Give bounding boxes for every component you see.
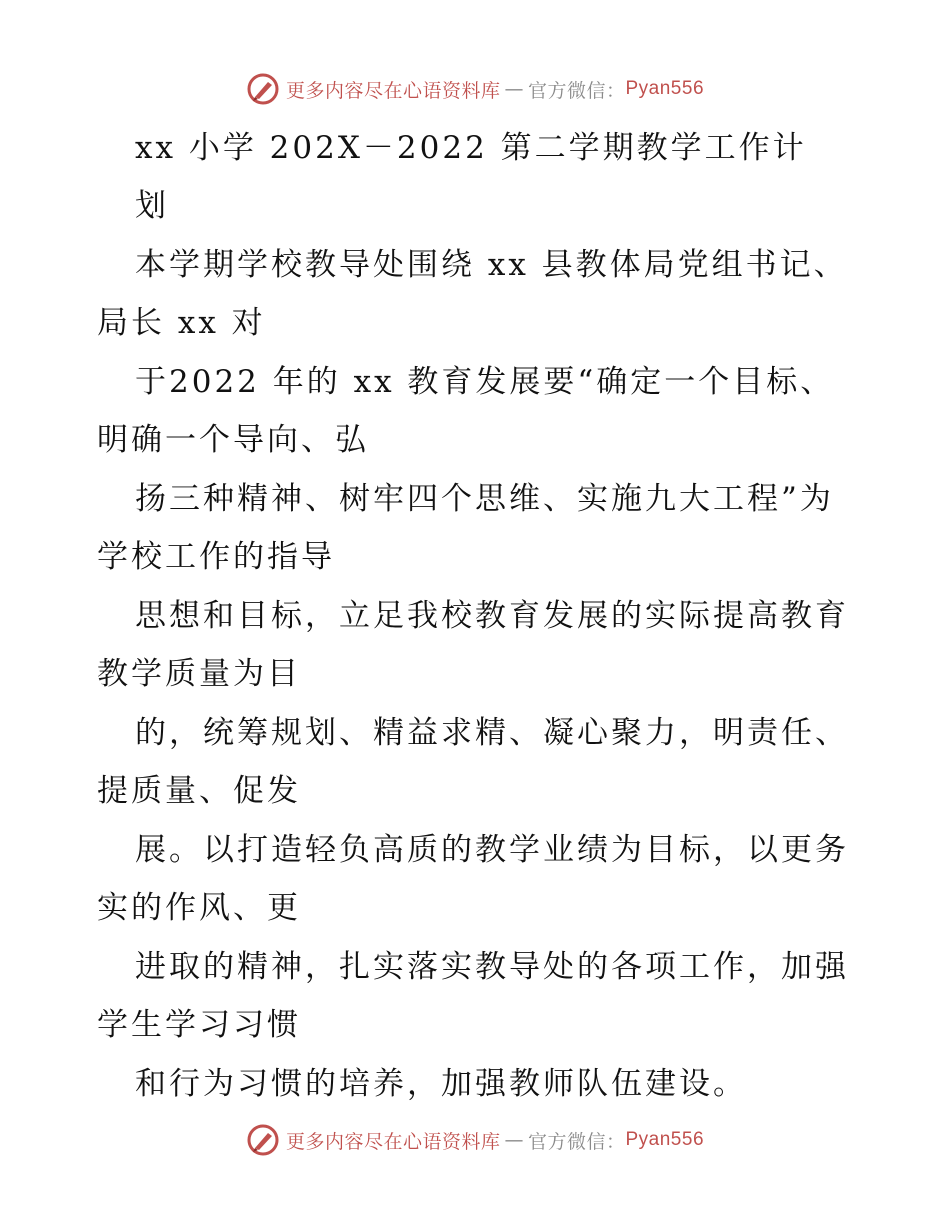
doc-line: 展。以打造轻负高质的教学业绩为目标，以更务: [135, 832, 849, 868]
header-watermark: [0, 72, 950, 106]
doc-title-line-2: 划: [135, 188, 169, 224]
doc-line: 的，统筹规划、精益求精、凝心聚力，明责任、: [135, 715, 849, 751]
watermark-account: Pyan556: [625, 1129, 705, 1150]
watermark-separator: —: [504, 78, 524, 100]
doc-line: 学校工作的指导: [97, 539, 335, 575]
doc-line: 进取的精神，扎实落实教导处的各项工作，加强: [135, 949, 849, 985]
watermark-site-text: 更多内容尽在心语资料库: [285, 1130, 501, 1153]
watermark-separator: —: [504, 1129, 524, 1151]
doc-line: 和行为习惯的培养，加强教师队伍建设。: [135, 1066, 747, 1102]
doc-line: 实的作风、更: [97, 890, 301, 926]
watermark-wechat-label: 官方微信：: [527, 1130, 626, 1153]
doc-line: 思想和目标，立足我校教育发展的实际提高教育: [135, 598, 849, 634]
doc-line: 扬三种精神、树牢四个思维、实施九大工程”为: [135, 481, 834, 517]
doc-line: 明确一个导向、弘: [97, 422, 369, 458]
doc-line: 局长 xx 对: [97, 305, 266, 341]
pen-seal-logo-icon: [246, 72, 280, 106]
watermark-wechat-label: 官方微信：: [527, 79, 626, 102]
doc-line: 本学期学校教导处围绕 xx 县教体局党组书记、: [135, 247, 848, 283]
watermark-site-text: 更多内容尽在心语资料库: [285, 79, 501, 102]
doc-line: 学生学习习惯: [97, 1007, 301, 1043]
watermark-account: Pyan556: [625, 78, 705, 99]
doc-line: 教学质量为目: [97, 656, 301, 692]
pen-seal-logo-icon: [246, 1123, 280, 1157]
doc-line: 于2022 年的 xx 教育发展要“确定一个目标、: [135, 364, 835, 400]
doc-title-line-1: xx 小学 202X－2022 第二学期教学工作计: [135, 130, 807, 166]
doc-line: 提质量、促发: [97, 773, 301, 809]
footer-watermark: [0, 1123, 950, 1157]
